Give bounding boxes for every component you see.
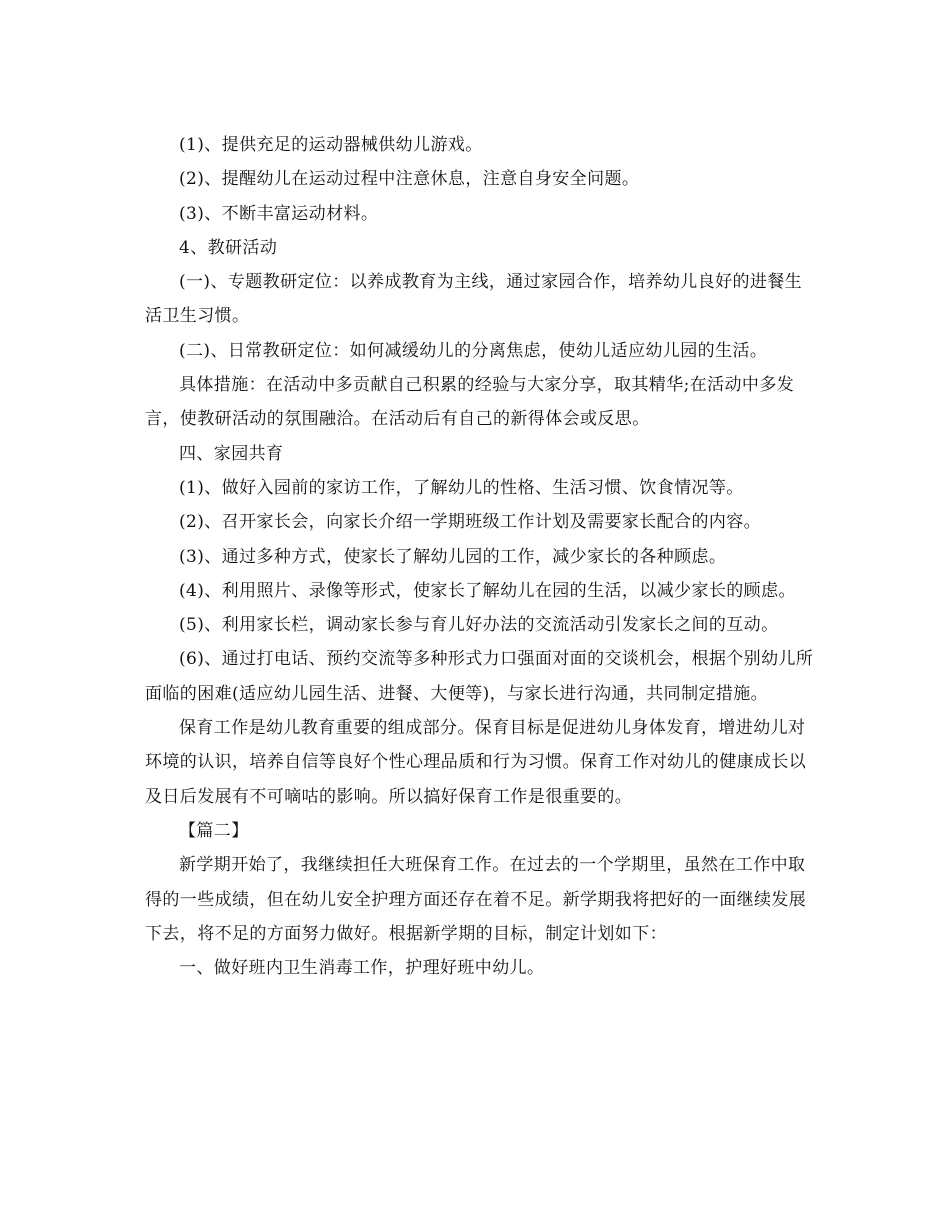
list-item: (6)、通过打电话、预约交流等多种形式力口强面对面的交谈机会，根据个别幼儿所面临的困难(适应幼儿园生活、进餐、大便等)，与家长进行沟通，共同制定措施。 — [145, 649, 814, 704]
paragraph: (一)、专题教研定位：以养成教育为主线，通过家园合作，培养幼儿良好的进餐生活卫生习惯。 — [145, 272, 803, 327]
list-item: (1)、做好入园前的家访工作，了解幼儿的性格、生活习惯、饮食情况等。 — [179, 477, 744, 498]
list-item: (5)、利用家长栏，调动家长参与育儿好办法的交流活动引发家长之间的互动。 — [179, 615, 779, 636]
paragraph: 具体措施：在活动中多贡献自己积累的经验与大家分享，取其精华;在活动中多发言，使教研活动的氛围融洽。在活动后有自己的新得体会或反思。 — [145, 375, 795, 430]
list-item: (2)、召开家长会，向家长介绍一学期班级工作计划及需要家长配合的内容。 — [179, 512, 762, 533]
section-heading: 四、家园共育 — [179, 443, 284, 464]
list-item: (1)、提供充足的运动器械供幼儿游戏。 — [179, 135, 483, 155]
paragraph: (二)、日常教研定位：如何减缓幼儿的分离焦虑，使幼儿适应幼儿园的生活。 — [179, 340, 768, 361]
list-item: (4)、利用照片、录像等形式，使家长了解幼儿在园的生活，以减少家长的顾虑。 — [179, 580, 796, 601]
paragraph: 新学期开始了，我继续担任大班保育工作。在过去的一个学期里，虽然在工作中取得的一些成绩，但在幼儿安全护理方面还存在着不足。新学期我将把好的一面继续发展下去，将不足的方面努力做好。根据新学期的目标，制定计划如下： — [145, 855, 807, 944]
document-body — [145, 128, 815, 985]
section-heading: 一、做好班内卫生消毒工作，护理好班中幼儿。 — [179, 958, 545, 979]
list-item: (3)、不断丰富运动材料。 — [179, 203, 379, 224]
list-item: (2)、提醒幼儿在运动过程中注意休息，注意自身安全问题。 — [179, 169, 640, 190]
list-item: (3)、通过多种方式，使家长了解幼儿园的工作，减少家长的各种顾虑。 — [179, 546, 727, 567]
section-heading: 4、教研活动 — [179, 237, 278, 258]
paragraph: 保育工作是幼儿教育重要的组成部分。保育目标是促进幼儿身体发育，增进幼儿对环境的认识，培养自信等良好个性心理品质和行为习惯。保育工作对幼儿的健康成长以及日后发展有不可嘀咕的影响。所以搞好保育工作是很重要的。 — [145, 718, 807, 807]
section-heading: 【篇二】 — [179, 820, 249, 841]
